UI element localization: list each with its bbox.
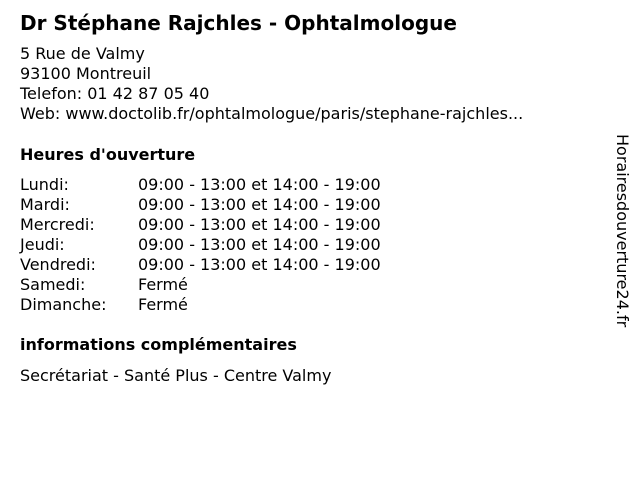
additional-info-heading: informations complémentaires <box>20 335 297 354</box>
day-label: Mardi: <box>20 195 70 214</box>
hours-row-monday <box>20 175 381 195</box>
hours-row-thursday <box>20 235 381 255</box>
additional-info-text: Secrétariat - Santé Plus - Centre Valmy <box>20 366 332 385</box>
hours-row-friday <box>20 255 381 275</box>
time-value: 09:00 - 13:00 et 14:00 - 19:00 <box>138 195 381 214</box>
time-value: 09:00 - 13:00 et 14:00 - 19:00 <box>138 215 381 234</box>
time-value: 09:00 - 13:00 et 14:00 - 19:00 <box>138 255 381 274</box>
hours-row-sunday <box>20 295 381 315</box>
hours-row-saturday <box>20 275 381 295</box>
website-link: Web: www.doctolib.fr/ophtalmologue/paris/stephane-rajchles... <box>20 104 524 123</box>
time-value: Fermé <box>138 295 188 314</box>
day-label: Lundi: <box>20 175 69 194</box>
opening-hours-table <box>20 175 381 315</box>
day-label: Mercredi: <box>20 215 95 234</box>
day-label: Vendredi: <box>20 255 96 274</box>
address-block <box>20 44 523 124</box>
phone-number: Telefon: 01 42 87 05 40 <box>20 84 210 103</box>
day-label: Samedi: <box>20 275 86 294</box>
day-label: Dimanche: <box>20 295 107 314</box>
hours-row-tuesday <box>20 195 381 215</box>
day-label: Jeudi: <box>20 235 65 254</box>
time-value: 09:00 - 13:00 et 14:00 - 19:00 <box>138 235 381 254</box>
time-value: 09:00 - 13:00 et 14:00 - 19:00 <box>138 175 381 194</box>
opening-hours-heading: Heures d'ouverture <box>20 145 196 164</box>
hours-row-wednesday <box>20 215 381 235</box>
site-watermark: Horairesdouverture24.fr <box>613 134 632 328</box>
postal-city: 93100 Montreuil <box>20 64 152 83</box>
time-value: Fermé <box>138 275 188 294</box>
page-title: Dr Stéphane Rajchles - Ophtalmologue <box>20 11 457 35</box>
street-address: 5 Rue de Valmy <box>20 44 145 63</box>
